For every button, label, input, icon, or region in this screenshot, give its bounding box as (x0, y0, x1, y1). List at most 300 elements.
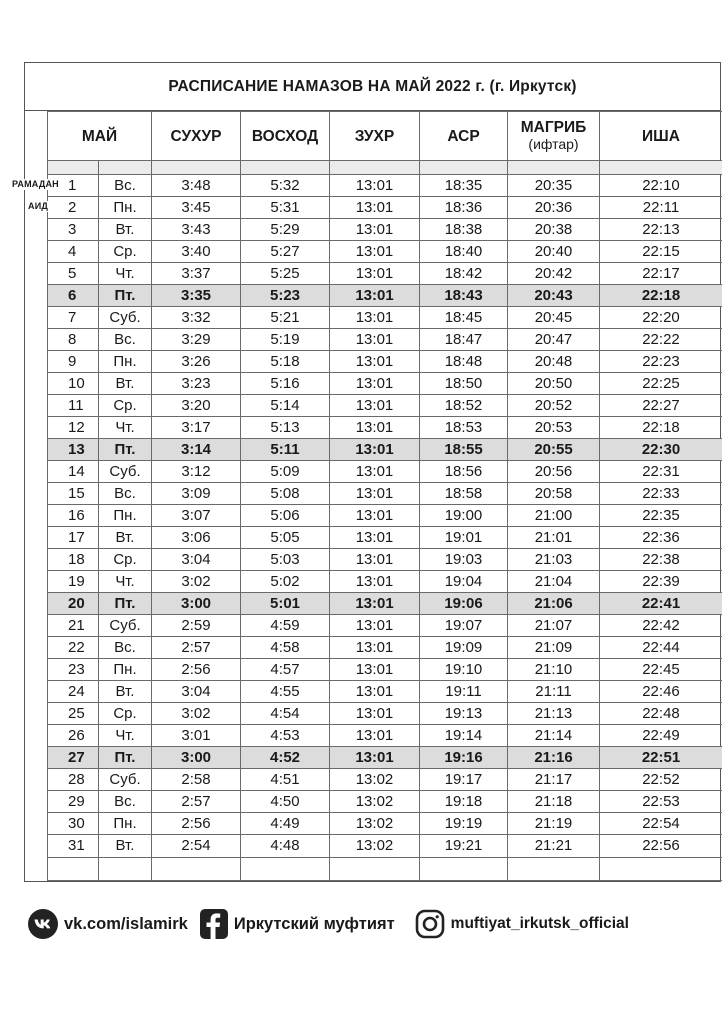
facebook-link-text: Иркутский муфтият (233, 914, 395, 933)
cell-maghrib: 21:14 (508, 725, 600, 747)
cell-asr: 18:50 (420, 373, 508, 395)
cell-suhur: 2:56 (152, 813, 241, 835)
cell-day: 22 (48, 637, 99, 659)
table-row (48, 593, 722, 615)
cell-day: 24 (48, 681, 99, 703)
cell-weekday: Вс. (99, 329, 152, 351)
table-row (48, 439, 722, 461)
cell-maghrib: 20:50 (508, 373, 600, 395)
cell-sunrise: 4:48 (241, 835, 330, 857)
cell-weekday: Вт. (99, 835, 152, 857)
cell-asr: 18:47 (420, 329, 508, 351)
cell-zuhr: 13:01 (330, 307, 420, 329)
cell-isha: 22:23 (600, 351, 722, 373)
cell-maghrib: 21:07 (508, 615, 600, 637)
cell-suhur: 3:06 (152, 527, 241, 549)
cell-sunrise: 5:09 (241, 461, 330, 483)
cell-weekday: Вс. (99, 175, 152, 197)
cell-isha: 22:18 (600, 285, 722, 307)
cell-zuhr: 13:01 (330, 549, 420, 571)
cell-suhur: 3:45 (152, 197, 241, 219)
spacer-cell (508, 161, 600, 175)
table-row (48, 571, 722, 593)
cell-weekday: Вс. (99, 483, 152, 505)
cell-maghrib: 21:10 (508, 659, 600, 681)
table-row (48, 175, 722, 197)
cell-day: 6 (48, 285, 99, 307)
cell-zuhr: 13:01 (330, 175, 420, 197)
cell-suhur: 3:48 (152, 175, 241, 197)
cell-zuhr: 13:01 (330, 747, 420, 769)
cell-asr: 19:11 (420, 681, 508, 703)
cell-isha: 22:44 (600, 637, 722, 659)
table-row (48, 549, 722, 571)
cell-asr: 19:18 (420, 791, 508, 813)
empty-cell (508, 857, 600, 881)
cell-asr: 19:17 (420, 769, 508, 791)
table-row (48, 351, 722, 373)
cell-suhur: 2:58 (152, 769, 241, 791)
cell-suhur: 3:17 (152, 417, 241, 439)
cell-asr: 18:38 (420, 219, 508, 241)
cell-asr: 18:58 (420, 483, 508, 505)
cell-maghrib: 21:04 (508, 571, 600, 593)
cell-zuhr: 13:01 (330, 373, 420, 395)
cell-zuhr: 13:01 (330, 483, 420, 505)
table-row (48, 285, 722, 307)
cell-zuhr: 13:01 (330, 395, 420, 417)
cell-day: 7 (48, 307, 99, 329)
cell-asr: 19:09 (420, 637, 508, 659)
cell-zuhr: 13:02 (330, 835, 420, 857)
spacer-cell (48, 161, 99, 175)
cell-maghrib: 21:19 (508, 813, 600, 835)
cell-maghrib: 21:09 (508, 637, 600, 659)
cell-zuhr: 13:02 (330, 791, 420, 813)
cell-maghrib: 20:35 (508, 175, 600, 197)
cell-zuhr: 13:01 (330, 527, 420, 549)
cell-suhur: 3:00 (152, 747, 241, 769)
table-row (48, 725, 722, 747)
cell-isha: 22:36 (600, 527, 722, 549)
cell-weekday: Вс. (99, 791, 152, 813)
cell-zuhr: 13:01 (330, 505, 420, 527)
empty-row (48, 857, 722, 881)
cell-isha: 22:39 (600, 571, 722, 593)
cell-day: 11 (48, 395, 99, 417)
cell-day: 26 (48, 725, 99, 747)
cell-day: 30 (48, 813, 99, 835)
cell-isha: 22:25 (600, 373, 722, 395)
cell-zuhr: 13:01 (330, 637, 420, 659)
cell-zuhr: 13:01 (330, 703, 420, 725)
table-row (48, 417, 722, 439)
table-row (48, 813, 722, 835)
spacer-cell (99, 161, 152, 175)
cell-asr: 19:00 (420, 505, 508, 527)
cell-day: 14 (48, 461, 99, 483)
cell-asr: 18:43 (420, 285, 508, 307)
cell-sunrise: 5:08 (241, 483, 330, 505)
cell-weekday: Ср. (99, 241, 152, 263)
cell-zuhr: 13:01 (330, 461, 420, 483)
cell-isha: 22:38 (600, 549, 722, 571)
cell-weekday: Ср. (99, 703, 152, 725)
cell-weekday: Суб. (99, 615, 152, 637)
table-row (48, 197, 722, 219)
column-header-maghrib-label: МАГРИБ (520, 119, 587, 136)
cell-sunrise: 5:32 (241, 175, 330, 197)
cell-suhur: 3:00 (152, 593, 241, 615)
column-header-asr: АСР (420, 112, 508, 161)
cell-sunrise: 5:16 (241, 373, 330, 395)
cell-sunrise: 4:58 (241, 637, 330, 659)
cell-suhur: 3:09 (152, 483, 241, 505)
cell-maghrib: 21:11 (508, 681, 600, 703)
cell-suhur: 3:37 (152, 263, 241, 285)
cell-sunrise: 4:52 (241, 747, 330, 769)
spacer-cell (152, 161, 241, 175)
empty-cell (600, 857, 722, 881)
empty-cell (241, 857, 330, 881)
cell-zuhr: 13:01 (330, 241, 420, 263)
cell-zuhr: 13:02 (330, 813, 420, 835)
cell-asr: 19:19 (420, 813, 508, 835)
cell-suhur: 3:20 (152, 395, 241, 417)
cell-day: 17 (48, 527, 99, 549)
cell-weekday: Вт. (99, 527, 152, 549)
table-row (48, 791, 722, 813)
cell-isha: 22:46 (600, 681, 722, 703)
cell-day: 5 (48, 263, 99, 285)
cell-weekday: Вс. (99, 637, 152, 659)
cell-isha: 22:51 (600, 747, 722, 769)
cell-zuhr: 13:01 (330, 615, 420, 637)
cell-maghrib: 20:52 (508, 395, 600, 417)
cell-isha: 22:41 (600, 593, 722, 615)
cell-sunrise: 5:29 (241, 219, 330, 241)
empty-cell (420, 857, 508, 881)
cell-day: 27 (48, 747, 99, 769)
table-row (48, 527, 722, 549)
cell-isha: 22:11 (600, 197, 722, 219)
cell-asr: 18:35 (420, 175, 508, 197)
page-title: РАСПИСАНИЕ НАМАЗОВ НА МАЙ 2022 г. (г. Иркутск) (25, 63, 720, 111)
cell-suhur: 2:54 (152, 835, 241, 857)
cell-weekday: Пн. (99, 351, 152, 373)
cell-weekday: Чт. (99, 725, 152, 747)
cell-day: 2 (48, 197, 99, 219)
cell-day: 21 (48, 615, 99, 637)
table-row (48, 483, 722, 505)
cell-suhur: 3:23 (152, 373, 241, 395)
cell-isha: 22:31 (600, 461, 722, 483)
cell-asr: 19:10 (420, 659, 508, 681)
cell-maghrib: 20:43 (508, 285, 600, 307)
cell-suhur: 3:40 (152, 241, 241, 263)
cell-maghrib: 20:42 (508, 263, 600, 285)
cell-sunrise: 5:05 (241, 527, 330, 549)
table-row (48, 659, 722, 681)
table-row (48, 703, 722, 725)
cell-isha: 22:30 (600, 439, 722, 461)
table-row (48, 615, 722, 637)
cell-isha: 22:53 (600, 791, 722, 813)
cell-day: 9 (48, 351, 99, 373)
table-row (48, 373, 722, 395)
cell-weekday: Пн. (99, 659, 152, 681)
spacer-cell (241, 161, 330, 175)
cell-isha: 22:42 (600, 615, 722, 637)
cell-zuhr: 13:01 (330, 439, 420, 461)
cell-isha: 22:56 (600, 835, 722, 857)
instagram-link[interactable] (415, 909, 629, 939)
cell-suhur: 3:01 (152, 725, 241, 747)
prayer-times-table (47, 111, 722, 881)
cell-suhur: 3:04 (152, 549, 241, 571)
cell-isha: 22:27 (600, 395, 722, 417)
cell-asr: 18:52 (420, 395, 508, 417)
cell-day: 15 (48, 483, 99, 505)
cell-isha: 22:15 (600, 241, 722, 263)
facebook-icon (200, 909, 228, 939)
cell-weekday: Пт. (99, 747, 152, 769)
cell-asr: 18:40 (420, 241, 508, 263)
spacer-cell (600, 161, 722, 175)
cell-maghrib: 21:21 (508, 835, 600, 857)
cell-zuhr: 13:02 (330, 769, 420, 791)
table-row (48, 637, 722, 659)
cell-sunrise: 4:54 (241, 703, 330, 725)
cell-suhur: 2:57 (152, 637, 241, 659)
column-header-isha: ИША (600, 112, 722, 161)
cell-suhur: 3:04 (152, 681, 241, 703)
cell-zuhr: 13:01 (330, 351, 420, 373)
cell-sunrise: 5:13 (241, 417, 330, 439)
cell-suhur: 2:59 (152, 615, 241, 637)
cell-asr: 18:56 (420, 461, 508, 483)
cell-suhur: 3:14 (152, 439, 241, 461)
cell-isha: 22:13 (600, 219, 722, 241)
spacer-cell (330, 161, 420, 175)
cell-weekday: Ср. (99, 395, 152, 417)
ramadan-label: РАМАДАН (12, 179, 59, 189)
cell-maghrib: 20:55 (508, 439, 600, 461)
table-row (48, 461, 722, 483)
table-row (48, 307, 722, 329)
cell-weekday: Ср. (99, 549, 152, 571)
cell-isha: 22:18 (600, 417, 722, 439)
cell-maghrib: 21:13 (508, 703, 600, 725)
cell-day: 12 (48, 417, 99, 439)
cell-day: 25 (48, 703, 99, 725)
cell-zuhr: 13:01 (330, 285, 420, 307)
cell-isha: 22:48 (600, 703, 722, 725)
cell-weekday: Чт. (99, 571, 152, 593)
cell-sunrise: 5:11 (241, 439, 330, 461)
cell-weekday: Суб. (99, 307, 152, 329)
column-header-suhur: СУХУР (152, 112, 241, 161)
cell-zuhr: 13:01 (330, 197, 420, 219)
cell-sunrise: 4:49 (241, 813, 330, 835)
cell-sunrise: 5:14 (241, 395, 330, 417)
cell-suhur: 3:43 (152, 219, 241, 241)
cell-zuhr: 13:01 (330, 659, 420, 681)
cell-day: 18 (48, 549, 99, 571)
cell-zuhr: 13:01 (330, 263, 420, 285)
cell-weekday: Суб. (99, 461, 152, 483)
table-row (48, 329, 722, 351)
table-row (48, 769, 722, 791)
cell-suhur: 2:57 (152, 791, 241, 813)
cell-suhur: 3:12 (152, 461, 241, 483)
vk-link-text: vk.com/islamirk (64, 914, 188, 933)
cell-isha: 22:54 (600, 813, 722, 835)
vk-icon (28, 909, 58, 939)
cell-maghrib: 21:00 (508, 505, 600, 527)
cell-zuhr: 13:01 (330, 725, 420, 747)
cell-suhur: 3:35 (152, 285, 241, 307)
cell-isha: 22:22 (600, 329, 722, 351)
cell-weekday: Чт. (99, 263, 152, 285)
table-row (48, 263, 722, 285)
cell-sunrise: 5:02 (241, 571, 330, 593)
table-row (48, 241, 722, 263)
cell-day: 13 (48, 439, 99, 461)
cell-day: 28 (48, 769, 99, 791)
cell-asr: 18:42 (420, 263, 508, 285)
cell-weekday: Пн. (99, 505, 152, 527)
cell-maghrib: 20:58 (508, 483, 600, 505)
cell-sunrise: 5:18 (241, 351, 330, 373)
cell-day: 16 (48, 505, 99, 527)
cell-weekday: Вт. (99, 681, 152, 703)
cell-sunrise: 4:55 (241, 681, 330, 703)
cell-sunrise: 5:19 (241, 329, 330, 351)
cell-suhur: 3:07 (152, 505, 241, 527)
eid-label: АИД (28, 201, 48, 211)
cell-weekday: Пт. (99, 439, 152, 461)
cell-zuhr: 13:01 (330, 219, 420, 241)
cell-maghrib: 20:56 (508, 461, 600, 483)
column-header-maghrib (508, 112, 600, 161)
spacer-row (48, 161, 722, 175)
cell-asr: 19:06 (420, 593, 508, 615)
cell-maghrib: 21:03 (508, 549, 600, 571)
cell-suhur: 3:26 (152, 351, 241, 373)
cell-sunrise: 5:03 (241, 549, 330, 571)
cell-zuhr: 13:01 (330, 681, 420, 703)
cell-isha: 22:17 (600, 263, 722, 285)
instagram-icon (415, 909, 445, 939)
table-row (48, 747, 722, 769)
cell-zuhr: 13:01 (330, 593, 420, 615)
cell-sunrise: 5:01 (241, 593, 330, 615)
cell-asr: 18:45 (420, 307, 508, 329)
cell-day: 10 (48, 373, 99, 395)
cell-day: 23 (48, 659, 99, 681)
cell-sunrise: 5:27 (241, 241, 330, 263)
cell-isha: 22:10 (600, 175, 722, 197)
cell-sunrise: 5:25 (241, 263, 330, 285)
cell-sunrise: 4:51 (241, 769, 330, 791)
cell-weekday: Чт. (99, 417, 152, 439)
column-header-maghrib-sub: (ифтар) (528, 136, 579, 152)
cell-day: 31 (48, 835, 99, 857)
cell-sunrise: 4:57 (241, 659, 330, 681)
cell-asr: 19:07 (420, 615, 508, 637)
cell-asr: 18:48 (420, 351, 508, 373)
cell-isha: 22:33 (600, 483, 722, 505)
cell-day: 1 (48, 175, 99, 197)
cell-maghrib: 20:38 (508, 219, 600, 241)
cell-sunrise: 4:50 (241, 791, 330, 813)
cell-isha: 22:35 (600, 505, 722, 527)
cell-isha: 22:20 (600, 307, 722, 329)
cell-asr: 19:03 (420, 549, 508, 571)
cell-maghrib: 21:16 (508, 747, 600, 769)
cell-suhur: 3:29 (152, 329, 241, 351)
table-row (48, 219, 722, 241)
cell-isha: 22:49 (600, 725, 722, 747)
cell-zuhr: 13:01 (330, 329, 420, 351)
empty-cell (99, 857, 152, 881)
cell-asr: 18:55 (420, 439, 508, 461)
cell-asr: 18:53 (420, 417, 508, 439)
cell-weekday: Вт. (99, 373, 152, 395)
table-header-row (48, 112, 722, 161)
vk-link[interactable] (28, 909, 188, 939)
cell-maghrib: 20:48 (508, 351, 600, 373)
table-row (48, 835, 722, 857)
cell-asr: 19:04 (420, 571, 508, 593)
cell-maghrib: 21:06 (508, 593, 600, 615)
column-header-month: МАЙ (48, 112, 152, 161)
cell-day: 20 (48, 593, 99, 615)
cell-sunrise: 5:21 (241, 307, 330, 329)
cell-asr: 19:16 (420, 747, 508, 769)
column-header-zuhr: ЗУХР (330, 112, 420, 161)
cell-asr: 19:01 (420, 527, 508, 549)
schedule-sheet (12, 62, 721, 882)
cell-sunrise: 5:31 (241, 197, 330, 219)
cell-sunrise: 4:53 (241, 725, 330, 747)
instagram-link-text: muftiyat_irkutsk_official (450, 915, 629, 932)
cell-suhur: 3:02 (152, 571, 241, 593)
cell-suhur: 3:02 (152, 703, 241, 725)
table-row (48, 395, 722, 417)
cell-suhur: 2:56 (152, 659, 241, 681)
cell-suhur: 3:32 (152, 307, 241, 329)
empty-cell (48, 857, 99, 881)
facebook-link[interactable] (200, 909, 395, 939)
cell-day: 19 (48, 571, 99, 593)
empty-cell (330, 857, 420, 881)
cell-isha: 22:52 (600, 769, 722, 791)
cell-weekday: Вт. (99, 219, 152, 241)
cell-zuhr: 13:01 (330, 417, 420, 439)
cell-isha: 22:45 (600, 659, 722, 681)
cell-day: 8 (48, 329, 99, 351)
cell-asr: 18:36 (420, 197, 508, 219)
empty-cell (152, 857, 241, 881)
cell-day: 29 (48, 791, 99, 813)
cell-weekday: Пн. (99, 197, 152, 219)
cell-maghrib: 20:53 (508, 417, 600, 439)
cell-maghrib: 20:47 (508, 329, 600, 351)
cell-maghrib: 20:45 (508, 307, 600, 329)
cell-day: 4 (48, 241, 99, 263)
